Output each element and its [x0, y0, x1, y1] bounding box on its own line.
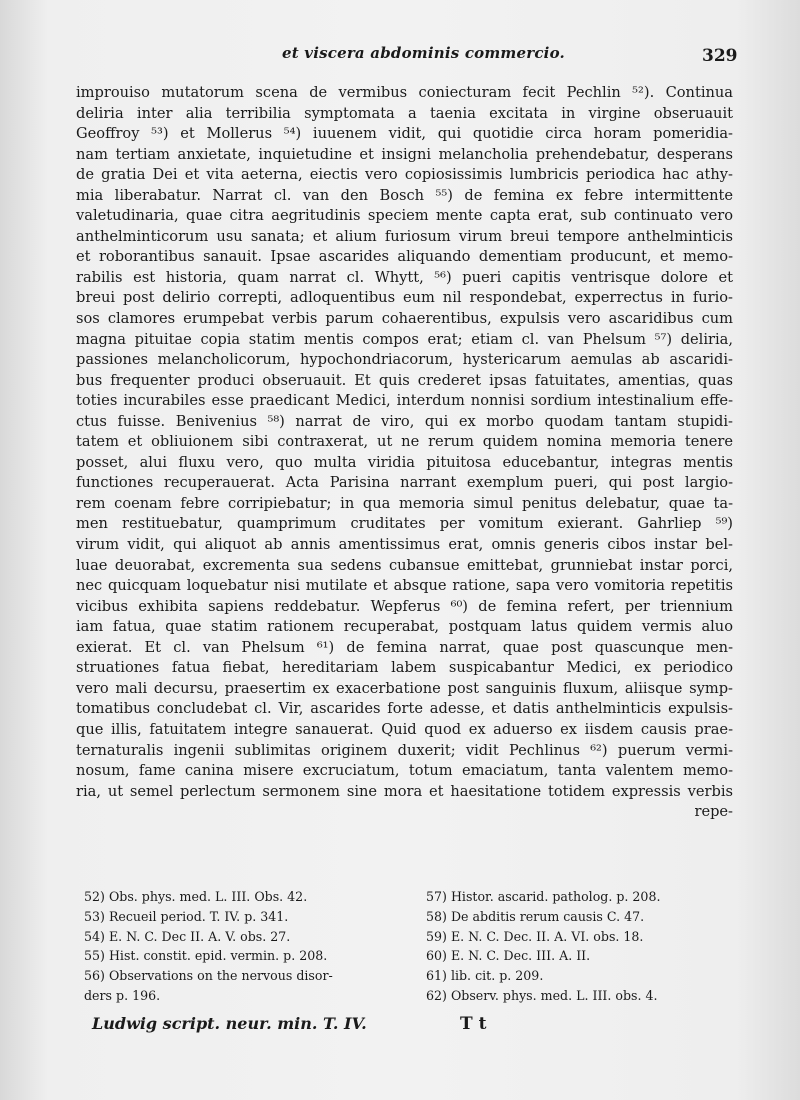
text-line: magna pituitae copia statim mentis compos erat; etiam cl. van Phelsum ⁵⁷) deliria, — [76, 330, 733, 348]
text-line: ria, ut semel perlectum sermonem sine mora et haesitatione totidem expressis verbis — [76, 782, 733, 800]
text-line: rem coenam febre corripiebatur; in qua memoria simul penitus delebatur, quae ta- — [76, 494, 733, 512]
text-line-catch: repe- — [694, 803, 733, 821]
text-line: breui post delirio correpti, adloquentibus eum nil respondebat, experrectus in furio- — [76, 289, 733, 307]
text-line: luae deuorabat, excrementa sua sedens cubansue emittebat, grunniebat instar porci, — [76, 556, 733, 574]
text-line: que illis, fatuitatem integre sanauerat. Quid quod ex aduerso ex iisdem causis prae- — [76, 720, 733, 738]
footnote: 54) E. N. C. Dec II. A. V. obs. 27. — [84, 928, 291, 944]
text-line: toties incurabiles esse praedicant Medici, interdum nonnisi sordium intestinalium effe- — [76, 392, 733, 410]
text-line: rabilis est historia, quam narrat cl. Whytt, ⁵⁶) pueri capitis ventrisque dolore et — [76, 268, 733, 286]
footnote: 59) E. N. C. Dec. II. A. VI. obs. 18. — [426, 928, 644, 944]
footnote: 58) De abditis rerum causis C. 47. — [426, 908, 645, 924]
text-line: tatem et obliuionem sibi contraxerat, ut ne rerum quidem nomina memoria tenere — [76, 433, 733, 451]
text-line: vicibus exhibita sapiens reddebatur. Wepferus ⁶⁰) de femina refert, per triennium — [76, 597, 733, 615]
text-line: nec quicquam loquebatur nisi mutilate et absque ratione, sapa vero vomitoria repetitis — [76, 577, 733, 595]
text-line: et roborantibus sanauit. Ipsae ascarides aliquando dementiam producunt, et memo- — [76, 248, 733, 266]
footnotes-left-column — [84, 887, 414, 1006]
signature-mark: Ludwig script. neur. min. T. IV. — [92, 1014, 367, 1033]
footnotes-right-column — [426, 887, 746, 1006]
text-line: iam fatua, quae statim rationem recuperabat, postquam latus quidem vermis aluo — [76, 618, 733, 636]
footnote-continuation: ders p. 196. — [84, 987, 161, 1003]
text-line: deliria inter alia terribilia symptomata a taenia excitata in virgine obseruauit — [76, 104, 733, 122]
text-line: improuiso mutatorum scena de vermibus coniecturam fecit Pechlin ⁵²). Continua — [76, 84, 733, 101]
running-title: et viscera abdominis commercio. — [282, 44, 565, 62]
text-line: passiones melancholicorum, hypochondriacorum, hystericarum aemulas ab ascaridi- — [76, 351, 733, 369]
text-line: virum vidit, qui aliquot ab annis amentissimus erat, omnis generis cibos instar bel- — [76, 536, 733, 554]
text-line: men restituebatur, quamprimum cruditates per vomitum exierant. Gahrliep ⁵⁹) — [76, 515, 733, 533]
footnote: 52) Obs. phys. med. L. III. Obs. 42. — [84, 889, 308, 904]
text-line: ctus fuisse. Benivenius ⁵⁸) narrat de viro, qui ex morbo quodam tantam stupidi- — [76, 412, 733, 430]
text-line: valetudinaria, quae citra aegritudinis speciem mente capta erat, sub continuato vero — [76, 207, 733, 225]
footnote: 56) Observations on the nervous disor- — [84, 968, 333, 984]
text-line: tomatibus concludebat cl. Vir, ascarides forte adesse, et datis anthelminticis expulsis- — [76, 700, 733, 718]
text-line: bus frequenter produci obseruauit. Et quis crederet ipsas fatuitates, amentias, quas — [76, 371, 733, 389]
text-line: struationes fatua fiebat, hereditariam labem suspicabantur Medici, ex periodico — [76, 659, 733, 677]
main-text-block — [76, 83, 733, 823]
footnote: 61) lib. cit. p. 209. — [426, 968, 544, 984]
footnote: 57) Histor. ascarid. patholog. p. 208. — [426, 889, 661, 904]
text-line: posset, alui fluxu vero, quo multa viridia pituitosa educebantur, integras mentis — [76, 453, 733, 471]
text-line: anthelminticorum usu sanata; et alium furiosum virum breui tempore anthelminticis — [76, 227, 733, 245]
footnote: 53) Recueil period. T. IV. p. 341. — [84, 908, 289, 924]
running-head — [0, 44, 800, 74]
footnote: 60) E. N. C. Dec. III. A. II. — [426, 948, 591, 964]
footnote: 55) Hist. constit. epid. vermin. p. 208. — [84, 948, 328, 964]
text-line: exierat. Et cl. van Phelsum ⁶¹) de femina narrat, quae post quascunque men- — [76, 638, 733, 656]
text-line: sos clamores erumpebat verbis parum cohaerentibus, expulsis vero ascaridibus cum — [76, 310, 733, 328]
text-line: nam tertiam anxietate, inquietudine et insigni melancholia prehendebatur, desperans — [76, 145, 733, 163]
footnote: 62) Observ. phys. med. L. III. obs. 4. — [426, 987, 658, 1003]
gathering-mark: T t — [460, 1014, 487, 1034]
footnotes — [0, 887, 800, 1003]
text-line: nosum, fame canina misere excruciatum, totum emaciatum, tanta valentem memo- — [76, 762, 733, 780]
text-line: mia liberabatur. Narrat cl. van den Bosch ⁵⁵) de femina ex febre intermittente — [76, 186, 733, 204]
text-line: vero mali decursu, praesertim ex exacerbatione post sanguinis fluxum, aliisque symp- — [76, 679, 733, 697]
text-line: Geoffroy ⁵³) et Mollerus ⁵⁴) iuuenem vidit, qui quotidie circa horam pomeridia- — [76, 125, 733, 143]
page-footer — [0, 1014, 800, 1044]
text-line: ternaturalis ingenii sublimitas originem duxerit; vidit Pechlinus ⁶²) puerum vermi- — [76, 741, 733, 759]
page-number: 329 — [702, 46, 738, 66]
text-line: de gratia Dei et vita aeterna, eiectis vero copiosissimis lumbricis periodica hac athy- — [76, 166, 733, 184]
text-line: functiones recuperauerat. Acta Parisina narrant exemplum pueri, qui post largio- — [76, 474, 733, 492]
